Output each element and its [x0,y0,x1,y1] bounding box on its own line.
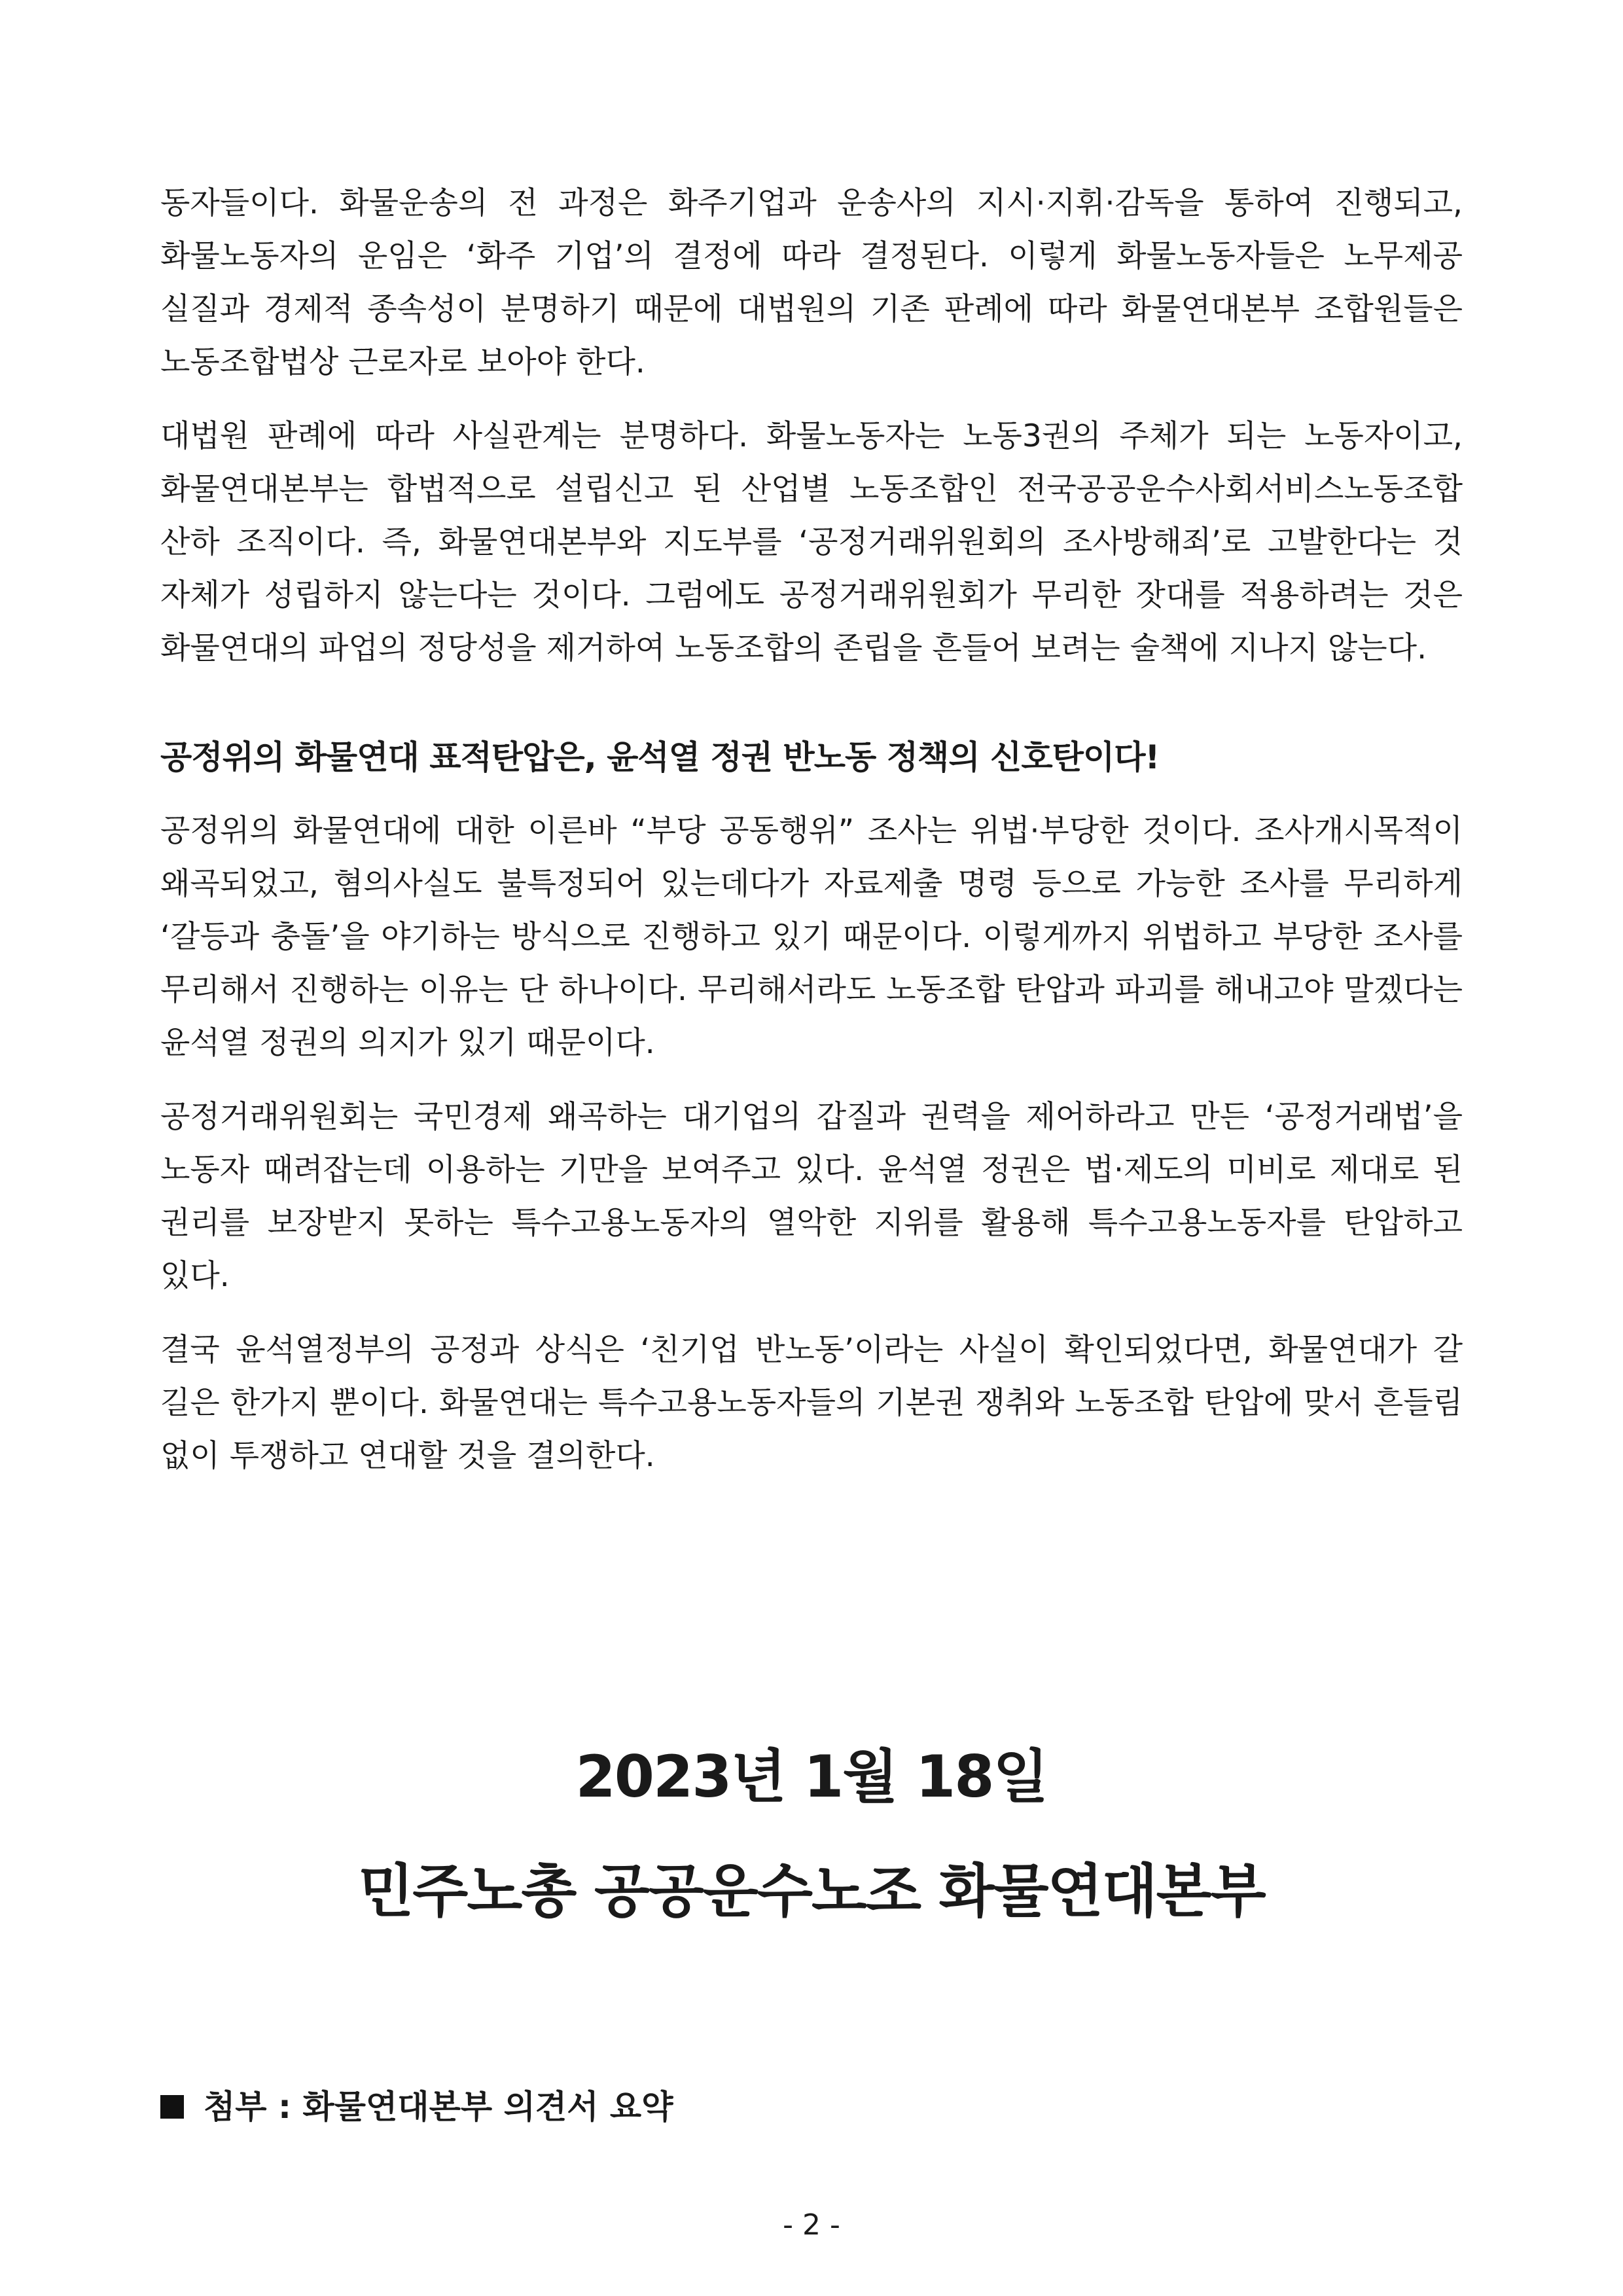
section-heading: 공정위의 화물연대 표적탄압은, 윤석열 정권 반노동 정책의 신호탄이다! [160,738,1160,776]
organization-name: 민주노총 공공운수노조 화물연대본부 [358,1857,1265,1925]
paragraph-fair-trade-act: 공정거래위원회는 국민경제 왜곡하는 대기업의 갑질과 권력을 제어하라고 만든 ‘공정거래법’을 노동자 때려잡는데 이용하는 기만을 보여주고 있다. 윤석열 정권은 법·제도의 미비로 제대로 된 권리를 보장받지 못하는 특수고용노동자의 열악한 지위를 활용해 특수고용노동자를 탄압하고 있다. [160,1099,1463,1294]
page-number: - 2 - [783,2208,840,2242]
attachment-label: 첨부 : 화물연대본부 의견서 요약 [204,2088,673,2126]
paragraph-supreme-court: 대법원 판례에 따라 사실관계는 분명하다. 화물노동자는 노동3권의 주체가 되는 노동자이고, 화물연대본부는 합법적으로 설립신고 된 산업별 노동조합인 전국공공운수사회서비스노동조합 산하 조직이다. 즉, 화물연대본부와 지도부를 ‘공정거래위원회의 조사방해죄’로 고발한다는 것 자체가 성립하지 않는다는 것이다. 그럼에도 공정거래위원회가 무리한 잣대를 적용하려는 것은 화물연대의 파업의 정당성을 제거하여 노동조합의 존립을 흔들어 보려는 술책에 지나지 않는다. [160,418,1463,666]
attachment-note [160,2085,673,2129]
paragraph-resolution: 결국 윤석열정부의 공정과 상식은 ‘친기업 반노동’이라는 사실이 확인되었다면, 화물연대가 갈 길은 한가지 뿐이다. 화물연대는 특수고용노동자들의 기본권 쟁취와 노동조합 탄압에 맞서 흔들림 없이 투쟁하고 연대할 것을 결의한다. [160,1332,1463,1474]
paragraph-workers-status: 동자들이다. 화물운송의 전 과정은 화주기업과 운송사의 지시·지휘·감독을 통하여 진행되고, 화물노동자의 운임은 ‘화주 기업’의 결정에 따라 결정된다. 이렇게 화물노동자들은 노무제공 실질과 경제적 종속성이 분명하기 때문에 대법원의 기존 판례에 따라 화물연대본부 조합원들은 노동조합법상 근로자로 보아야 한다. [160,185,1463,380]
document-body [160,177,1463,1482]
paragraph-unfair-investigation: 공정위의 화물연대에 대한 이른바 “부당 공동행위” 조사는 위법·부당한 것이다. 조사개시목적이 왜곡되었고, 혐의사실도 불특정되어 있는데다가 자료제출 명령 등으로 가능한 조사를 무리하게 ‘갈등과 충돌’을 야기하는 방식으로 진행하고 있기 때문이다. 이렇게까지 위법하고 부당한 조사를 무리해서 진행하는 이유는 단 하나이다. 무리해서라도 노동조합 탄압과 파괴를 해내고야 말겠다는 윤석열 정권의 의지가 있기 때문이다. [160,813,1463,1061]
black-square-bullet-icon [160,2095,184,2119]
document-date: 2023년 1월 18일 [575,1743,1048,1810]
